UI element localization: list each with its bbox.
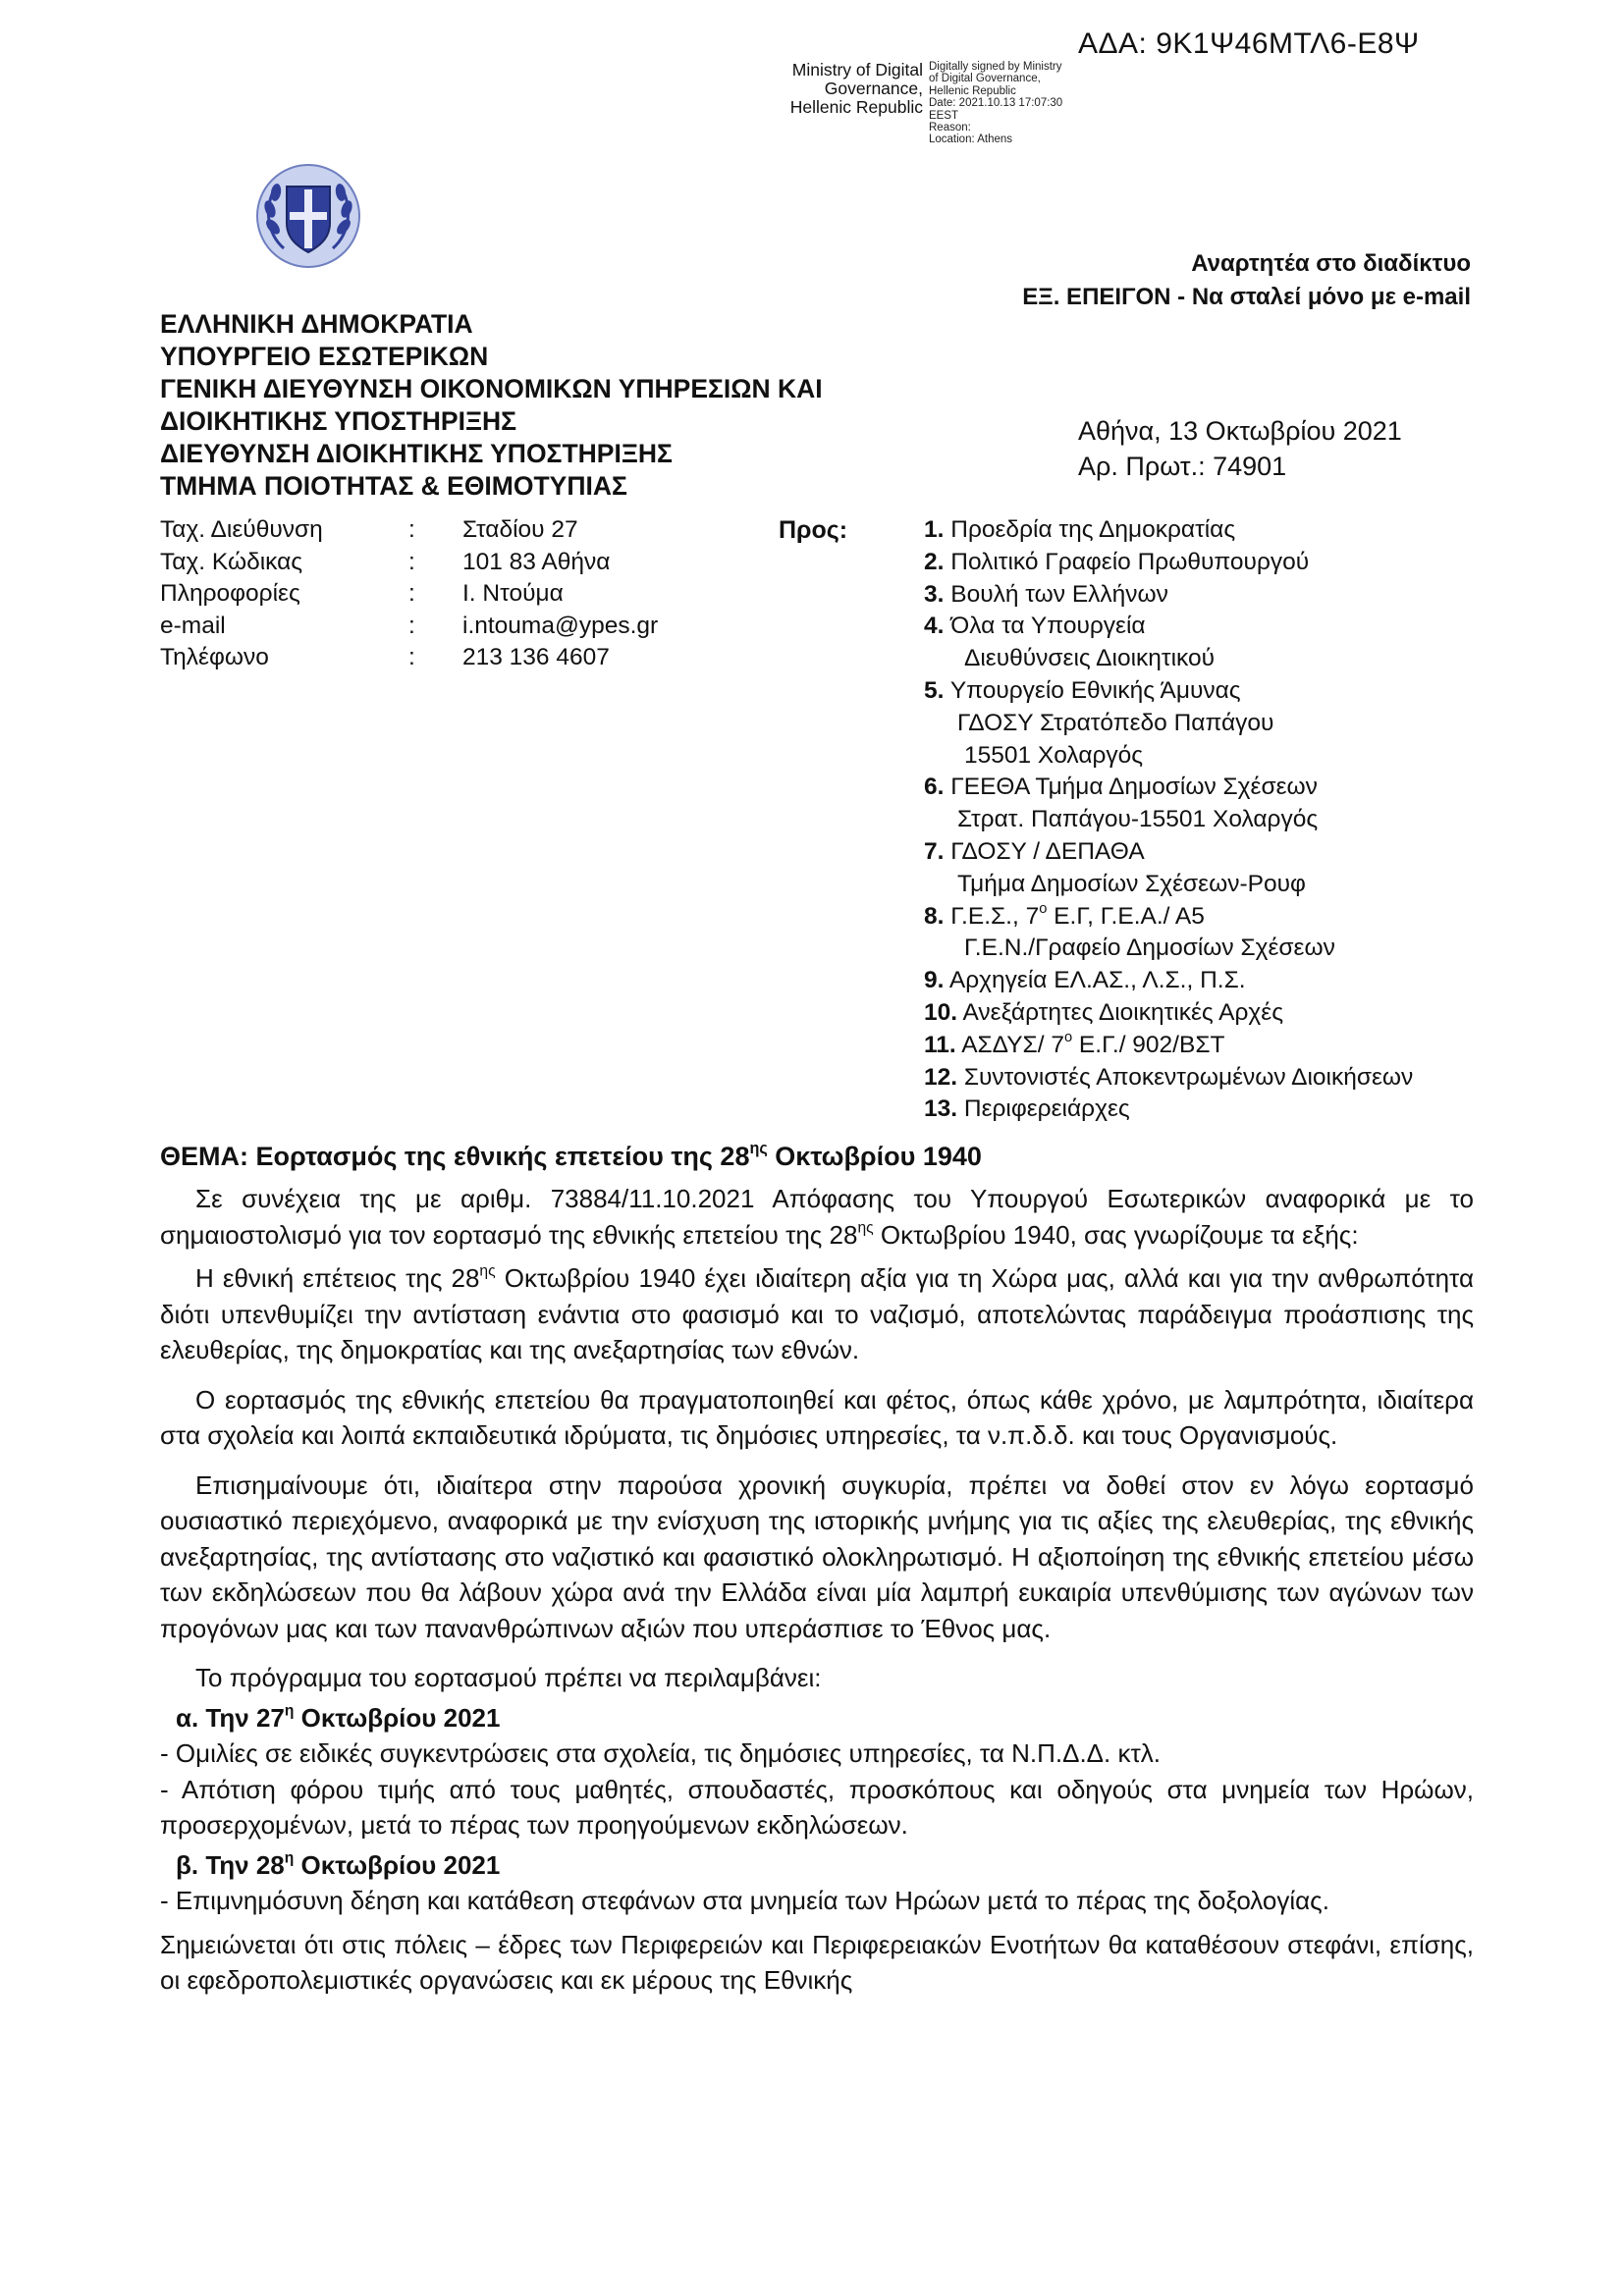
ada-code: ΑΔΑ: 9Κ1Ψ46ΜΤΛ6-Ε8Ψ — [1078, 27, 1420, 60]
recipient-item: 2. Πολιτικό Γραφείο Πρωθυπουργού — [924, 548, 1310, 575]
recipient-item: 4. Όλα τα Υπουργεία — [924, 613, 1146, 640]
body-paragraph: Σε συνέχεια της με αριθμ. 73884/11.10.2021 Απόφασης του Υπουργού Εσωτερικών αναφορικά με το σημαιοστολισμό για τον εορτασμό της εθνικής επετείου της $28^{\eta\varsigma}$ Οκτωβρίου 1940, σας γνωρίζουμε τα εξής: — [160, 1184, 1474, 1250]
protocol-number: Αρ. Πρωτ.: 74901 — [1078, 452, 1287, 481]
document-body — [160, 1181, 1474, 1999]
body-paragraph: Σημειώνεται ότι στις πόλεις – έδρες των Περιφερειών και Περιφερειακών Ενοτήτων θα καταθέσουν στεφάνι, επίσης, οι εφεδροπολεμιστικές οργανώσεις και εκ μέρους της Εθνικής — [160, 1929, 1474, 1995]
recipient-continuation: 15501 Χολαργός — [964, 741, 1144, 769]
subject-line: ΘΕΜΑ: Εορτασμός της εθνικής επετείου της $28^{\eta\varsigma}$ Οκτωβρίου 1940 — [160, 1139, 982, 1171]
recipient-continuation: Στρατ. Παπάγου-15501 Χολαργός — [957, 806, 1319, 833]
recipient-item: 7. ΓΔΟΣΥ / ΔΕΠΑΘΑ — [924, 837, 1145, 865]
recipient-item: 3. Βουλή των Ελλήνων — [924, 580, 1168, 608]
hellenic-coat-of-arms-icon — [254, 162, 362, 270]
signature-organization: Ministry of Digital Governance, Hellenic Republic — [789, 60, 923, 117]
body-paragraph: Ο εορτασμός της εθνικής επετείου θα πραγματοποιηθεί και φέτος, όπως κάθε χρόνο, με λαμπρότητα, ιδιαίτερα στα σχολεία και λοιπά εκπαιδευτικά ιδρύματα, τις δημόσιες υπηρεσίες, τα ν.π.δ.δ. και τους Οργανισμούς. — [160, 1384, 1474, 1450]
notice-line-urgent: ΕΞ. ΕΠΕΙΓΟΝ - Να σταλεί μόνο με e-mail — [1022, 284, 1471, 310]
document-date: Αθήνα, 13 Οκτωβρίου 2021 — [1078, 416, 1402, 446]
issuer-block: ΕΛΛΗΝΙΚΗ ΔΗΜΟΚΡΑΤΙΑ ΥΠΟΥΡΓΕΙΟ ΕΣΩΤΕΡΙΚΩΝ ΓΕΝΙΚΗ ΔΙΕΥΘΥΝΣΗ ΟΙΚΟΝΟΜΙΚΩΝ ΥΠΗΡΕΣΙΩΝ ΚΑΙ ΔΙΟΙΚΗΤΙΚΗΣ ΥΠΟΣΤΗΡΙΞΗΣ ΔΙΕΥΘΥΝΣΗ ΔΙΟΙΚΗΤΙΚΗΣ ΥΠΟΣΤΗΡΙΞΗΣ ΤΜΗΜΑ ΠΟΙΟΤΗΤΑΣ & ΕΘΙΜΟΤΥΠΙΑΣ — [160, 309, 823, 501]
bullet-item: - Απότιση φόρου τιμής από τους μαθητές, σπουδαστές, προσκόπους και οδηγούς στα μνημεία των Ηρώων, προσερχομένων, μετά το πέρας των προηγούμενων εκδηλώσεων. — [160, 1774, 1474, 1840]
recipient-item: 5. Υπουργείο Εθνικής Άμυνας — [924, 676, 1241, 704]
bullet-item: - Ομιλίες σε ειδικές συγκεντρώσεις στα σχολεία, τις δημόσιες υπηρεσίες, τα Ν.Π.Δ.Δ. κτλ. — [160, 1738, 1161, 1768]
recipient-continuation: Γ.Ε.Ν./Γραφείο Δημοσίων Σχέσεων — [964, 934, 1335, 962]
body-paragraph: Η εθνική επέτειος της $28^{\eta\varsigma}$ Οκτωβρίου 1940 έχει ιδιαίτερη αξία για τη Χώρα μας, αλλά και για την ανθρωπότητα διότι υπενθυμίζει την αντίσταση ενάντια στο φασισμό και το ναζισμό, αποτελώντας παράδειγμα προάσπισης της ελευθερίας, της δημοκρατίας και της ανεξαρτησίας των εθνών. — [160, 1262, 1474, 1364]
recipient-item: 10. Ανεξάρτητες Διοικητικές Αρχές — [924, 998, 1284, 1026]
posting-notice — [1022, 247, 1471, 314]
recipient-item: 1. Προεδρία της Δημοκρατίας — [924, 516, 1236, 543]
recipient-continuation: Διευθύνσεις Διοικητικού — [964, 645, 1216, 672]
notice-line-publish: Αναρτητέα στο διαδίκτυο — [1191, 250, 1471, 277]
signature-details: Digitally signed by Ministry of Digital Governance, Hellenic Republic Date: 2021.10.13 17:07:30 EEST Reason: Location: Athens — [929, 61, 1063, 146]
recipient-item: 11. ΑΣΔΥΣ/ $7^o$ Ε.Γ./ 902/ΒΣΤ — [924, 1029, 1225, 1058]
contact-email: i.ntouma@ypes.gr — [462, 612, 659, 639]
recipient-item: 8. Γ.Ε.Σ., $7^o$ Ε.Γ, Γ.Ε.Α./ Α5 — [924, 900, 1205, 930]
body-paragraph: Το πρόγραμμα του εορτασμού πρέπει να περιλαμβάνει: — [195, 1663, 822, 1692]
section-heading: β. Την $28^\eta$ Οκτωβρίου 2021 — [176, 1848, 501, 1880]
recipients-label: Προς: — [779, 516, 848, 544]
recipient-item: 12. Συντονιστές Αποκεντρωμένων Διοικήσεων — [924, 1063, 1414, 1091]
bullet-item: - Επιμνημόσυνη δέηση και κατάθεση στεφάνων στα μνημεία των Ηρώων μετά το πέρας της δοξολογίας. — [160, 1886, 1329, 1915]
section-heading: α. Την $27^\eta$ Οκτωβρίου 2021 — [176, 1701, 501, 1733]
recipients-list — [924, 516, 1413, 1128]
recipient-item: 13. Περιφερειάρχες — [924, 1095, 1130, 1123]
recipient-item: 9. Αρχηγεία ΕΛ.ΑΣ., Λ.Σ., Π.Σ. — [924, 967, 1246, 994]
recipient-continuation: Τμήμα Δημοσίων Σχέσεων-Ρουφ — [957, 870, 1306, 897]
body-paragraph: Επισημαίνουμε ότι, ιδιαίτερα στην παρούσα χρονική συγκυρία, πρέπει να δοθεί στον εν λόγω εορτασμό ουσιαστικό περιεχόμενο, αναφορικά με την ενίσχυση της ιστορικής μνήμης για τις αξίες της ελευθερίας, της εθνικής ανεξαρτησίας, της αντίστασης στο ναζιστικό και φασιστικό ολοκληρωτισμό. Η αξιοποίηση της εθνικής επετείου μέσω των εκδηλώσεων που θα λάβουν χώρα ανά την Ελλάδα είναι μία λαμπρή ευκαιρία υπενθύμισης των αγώνων των προγόνων μας και των πανανθρώπινων αξιών που υπεράσπισε το Έθνος μας. — [160, 1469, 1474, 1643]
recipient-continuation: ΓΔΟΣΥ Στρατόπεδο Παπάγου — [957, 709, 1274, 736]
date-protocol-block — [1078, 413, 1402, 484]
recipient-item: 6. ΓΕΕΘΑ Τμήμα Δημοσίων Σχέσεων — [924, 774, 1318, 801]
